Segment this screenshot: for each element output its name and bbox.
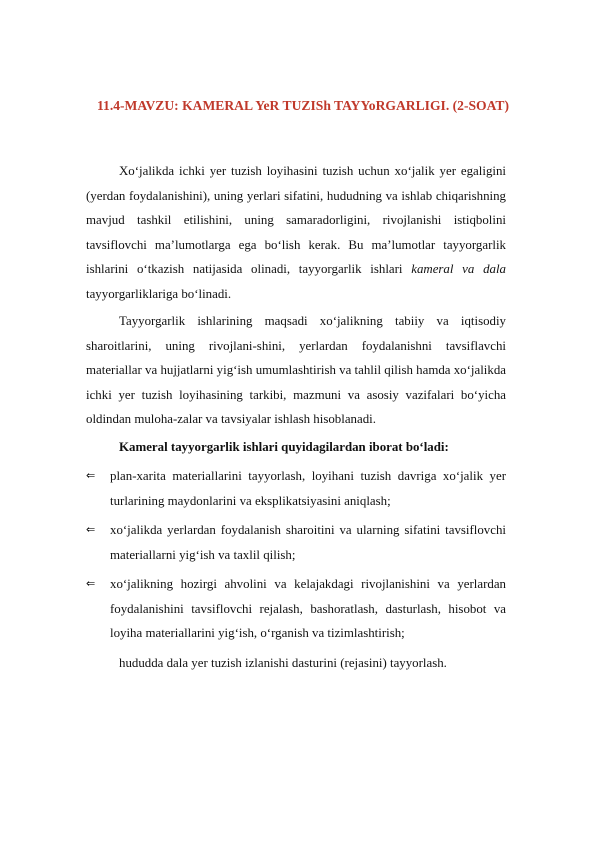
list-item [86, 572, 506, 646]
list-item-text: xo‘jalikning hozirgi ahvolini va kelajakdagi rivojlanishini va yerlardan foydalanishini tavsiflovchi rejalash, bashoratlash, dasturlash, hisobot va loyiha materiallarini yig‘ish, o‘rganish va tizimlashtirish; [110, 577, 506, 640]
paragraph-intro-emphasis: kameral va dala [411, 262, 506, 276]
list-item-text: plan-xarita materiallarini tayyorlash, loyihani tuzish davriga xo‘jalik yer turlarining maydonlarini va eksplikatsiyasini aniqlash; [110, 469, 506, 508]
list-item [86, 464, 506, 513]
section-heading: Kameral tayyorgarlik ishlari quyidagilardan iborat bo‘ladi: [119, 439, 449, 454]
left-arrow-icon: ⇐ [86, 577, 96, 590]
paragraph-intro [86, 159, 506, 306]
left-arrow-icon: ⇐ [86, 523, 96, 536]
bullet-list [86, 464, 506, 646]
paragraph-purpose: Tayyorgarlik ishlarining maqsadi xo‘jalikning tabiiy va iqtisodiy sharoitlarini, uning rivojlani-shini, yerlardan foydalanishni tavsiflavchi materiallar va hujjatlarni yig‘ish umumlashtirish va tahlil qilish hamda xo‘jalikda ichki yer tuzish loyihasining tarkibi, mazmuni va asosiy vazifalari bo‘yicha oldindan muloha-zalar va tavsiyalar ishlash hisoblanadi. [86, 314, 506, 426]
paragraph-intro-text: Xo‘jalikda ichki yer tuzish loyihasini tuzish uchun xo‘jalik yer egaligini (yerdan foydalanishini), uning yerlari sifatini, hududning va ishlab chiqarishning mavjud tashkil etilishini, uning samaradorligini, rivojlanishi istiqbolini tavsiflovchi ma’lumotlarga ega bo‘lish kerak. Bu ma’lumotlar tayyorgarlik ishlarini o‘tkazish natijasida olinadi, tayyorgarlik ishlari [86, 164, 506, 276]
document-body [86, 159, 506, 675]
closing-line: hududda dala yer tuzish izlanishi dasturini (rejasini) tayyorlash. [119, 655, 447, 670]
left-arrow-icon: ⇐ [86, 469, 96, 482]
list-item-text: xo‘jalikda yerlardan foydalanish sharoitini va ularning sifatini tavsiflovchi materiallarni yig‘ish va taxlil qilish; [110, 523, 506, 562]
page-title: 11.4-MAVZU: KAMERAL YeR TUZISh TAYYoRGARLIGI. (2-SOAT) [96, 98, 510, 113]
list-item [86, 518, 506, 567]
paragraph-intro-text-end: tayyorgarliklariga bo‘linadi. [86, 286, 232, 301]
